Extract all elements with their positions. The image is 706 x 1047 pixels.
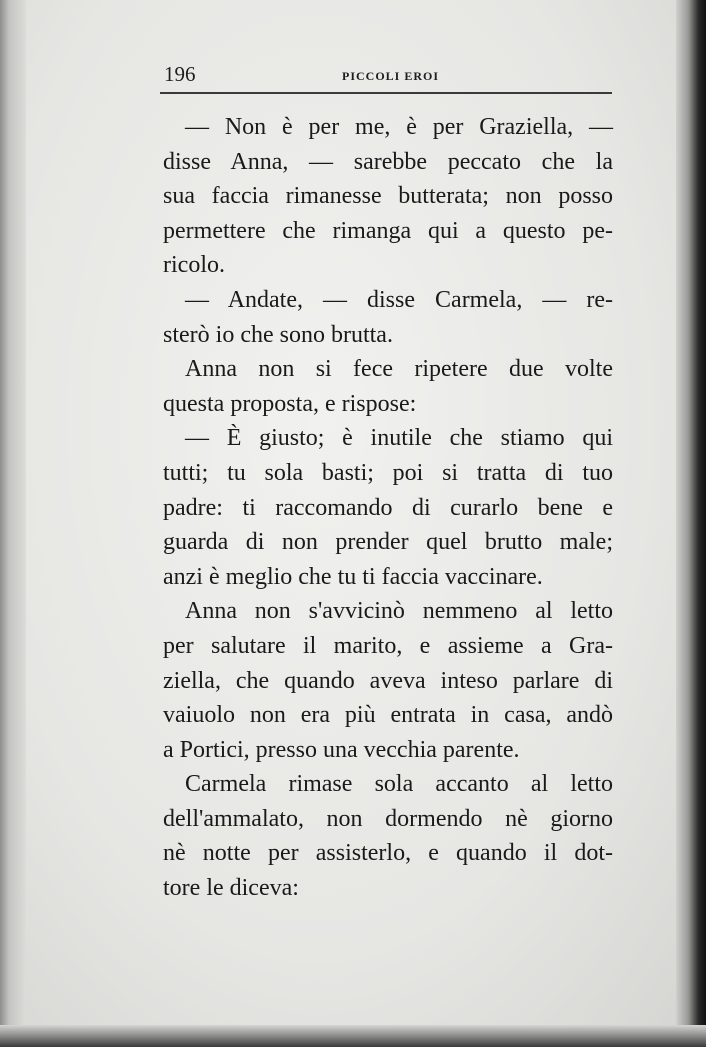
page-left-edge xyxy=(0,0,26,1047)
text-line: Anna non s'avvicinò nemmeno al letto xyxy=(185,598,613,625)
text-line: ricolo. xyxy=(163,252,225,279)
page-bottom-edge xyxy=(0,1025,706,1047)
text-line: Carmela rimase sola accanto al letto xyxy=(185,771,613,798)
text-line: — È giusto; è inutile che stiamo qui xyxy=(185,425,613,452)
text-line: guarda di non prender quel brutto male; xyxy=(163,529,613,556)
text-line: anzi è meglio che tu ti faccia vaccinare. xyxy=(163,563,543,590)
text-line: per salutare il marito, e assieme a Gra- xyxy=(163,632,613,659)
text-line: tore le diceva: xyxy=(163,875,299,902)
body-text xyxy=(163,110,613,906)
text-line: tutti; tu sola basti; poi si tratta di tuo xyxy=(163,459,613,486)
page-right-edge xyxy=(676,0,706,1047)
text-line: Anna non si fece ripetere due volte xyxy=(185,356,613,383)
text-line: padre: ti raccomando di curarlo bene e xyxy=(163,494,613,521)
text-line: a Portici, presso una vecchia parente. xyxy=(163,736,520,763)
running-title: PICCOLI EROI xyxy=(342,69,440,83)
text-line: nè notte per assisterlo, e quando il dot- xyxy=(163,840,613,867)
text-line: ziella, che quando aveva inteso parlare di xyxy=(163,667,613,694)
text-line: sterò io che sono brutta. xyxy=(163,321,393,348)
text-line: — Andate, — disse Carmela, — re- xyxy=(185,286,613,313)
text-line: — Non è per me, è per Graziella, — xyxy=(185,114,613,140)
text-line: dell'ammalato, non dormendo nè giorno xyxy=(163,805,613,832)
text-line: permettere che rimanga qui a questo pe- xyxy=(163,217,613,244)
page-header xyxy=(160,62,612,94)
text-line: sua faccia rimanesse butterata; non posso xyxy=(163,183,613,210)
text-line: questa proposta, e rispose: xyxy=(163,390,417,417)
text-line: vaiuolo non era più entrata in casa, andò xyxy=(163,702,613,729)
page-number: 196 xyxy=(164,62,196,86)
text-line: disse Anna, — sarebbe peccato che la xyxy=(163,148,613,175)
